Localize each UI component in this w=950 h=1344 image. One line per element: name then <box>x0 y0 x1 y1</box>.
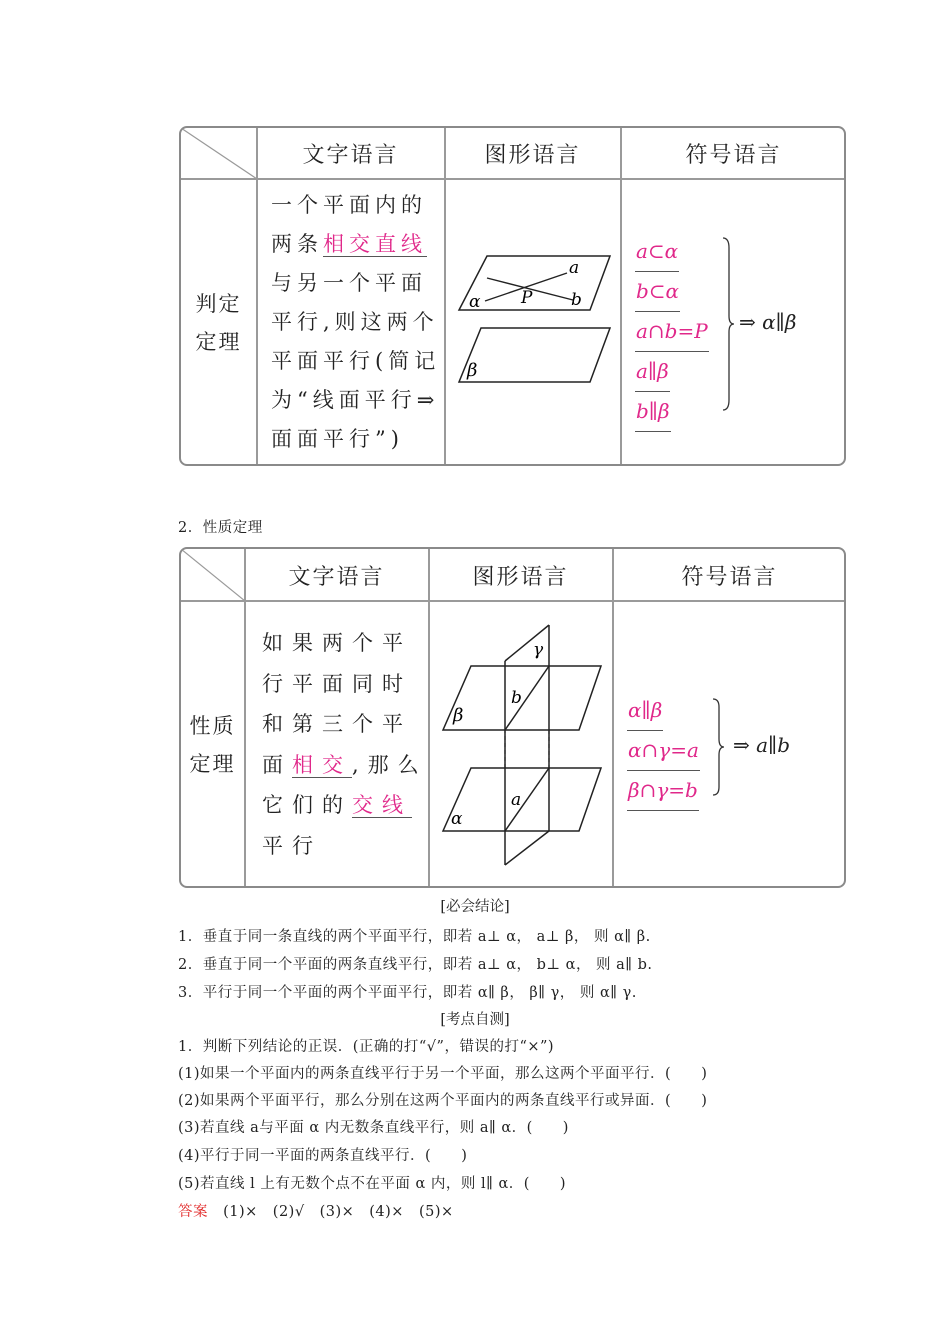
text-line: 平行 <box>262 833 322 858</box>
label-beta: β <box>453 705 464 726</box>
label-b: b <box>571 290 582 310</box>
row-label-line2: 定理 <box>195 329 242 354</box>
must-know-line: 2．垂直于同一个平面的两条直线平行，即若 a⊥ α， b⊥ α， 则 a∥ b. <box>178 957 653 973</box>
answer-text: (1)× (2)√ (3)× (4)× (5)× <box>223 1204 454 1220</box>
header-text-language: 文字语言 <box>302 142 399 168</box>
test-line: (5)若直线 l 上有无数个点不在平面 α 内，则 l∥ α．( ) <box>178 1176 567 1192</box>
test-line: (2)如果两个平面平行，那么分别在这两个平面内的两条直线平行或异面．( ) <box>178 1093 708 1109</box>
answer-label: 答案 <box>178 1204 208 1220</box>
answer-line <box>178 1200 454 1221</box>
symbol-list <box>627 691 700 811</box>
must-know-line: 3．平行于同一个平面的两个平面平行，即若 α∥ β， β∥ γ， 则 α∥ γ. <box>178 985 637 1001</box>
row-label <box>181 601 244 888</box>
text-line: 面面平行”) <box>271 427 404 451</box>
text-line: 行平面同时 <box>262 671 412 696</box>
symbol-item: b∥β <box>635 392 671 432</box>
label-b: b <box>511 688 522 708</box>
text-line: 面相交,那么 <box>262 752 428 777</box>
must-know-line: 1．垂直于同一条直线的两个平面平行，即若 a⊥ α， a⊥ β， 则 α∥ β. <box>178 929 651 945</box>
plane-parallel-figure <box>445 179 620 466</box>
brace <box>721 236 735 412</box>
symbol-item: b⊂α <box>635 272 680 312</box>
blank-answer: 相交 <box>292 752 352 777</box>
text-line: 平行,则这两个 <box>271 310 439 334</box>
label-beta: β <box>467 360 478 381</box>
text-language-content <box>262 623 428 866</box>
test-line: 1．判断下列结论的正误．(正确的打“√”，错误的打“×”) <box>178 1039 555 1055</box>
header-symbol-language: 符号语言 <box>681 564 778 590</box>
conclusion: ⇒ a∥b <box>733 733 791 757</box>
row-label <box>181 179 256 466</box>
symbol-item: a∥β <box>635 352 670 392</box>
label-a: a <box>569 258 580 278</box>
row-label-line1: 判定 <box>195 291 242 316</box>
brace <box>711 697 725 797</box>
blank-answer: 相交直线 <box>323 232 427 256</box>
row-label-line2: 定理 <box>189 751 236 776</box>
theorem-table-determination <box>179 126 846 466</box>
header-text-language: 文字语言 <box>288 564 385 590</box>
theorem-table-property <box>179 547 846 888</box>
must-know-title: [必会结论] <box>440 899 510 915</box>
label-a: a <box>511 790 522 810</box>
header-figure-language: 图形语言 <box>484 142 581 168</box>
symbol-item: α∩γ=a <box>627 731 700 771</box>
row-label-line1: 性质 <box>189 713 236 738</box>
symbol-item: β∩γ=b <box>627 771 699 811</box>
text-line: 一个平面内的 <box>271 193 427 217</box>
header-figure-language: 图形语言 <box>472 564 569 590</box>
header-diagonal <box>181 549 245 601</box>
text-line: 平面平行(简记 <box>271 349 441 373</box>
self-test-title: [考点自测] <box>440 1012 510 1028</box>
text-line: 为“线面平行⇒ <box>271 388 440 412</box>
conclusion: ⇒ α∥β <box>739 310 797 334</box>
header-symbol-language: 符号语言 <box>685 142 782 168</box>
label-alpha: α <box>451 809 463 829</box>
text-line: 如果两个平 <box>262 631 412 655</box>
test-line: (3)若直线 a与平面 α 内无数条直线平行，则 a∥ α．( ) <box>178 1120 569 1136</box>
test-line: (4)平行于同一平面的两条直线平行．( ) <box>178 1148 468 1164</box>
text-language-content <box>271 186 440 459</box>
label-alpha: α <box>469 292 481 312</box>
test-line: (1)如果一个平面内的两条直线平行于另一个平面，那么这两个平面平行．( ) <box>178 1066 708 1082</box>
header-diagonal <box>181 128 257 179</box>
label-P: P <box>521 288 533 308</box>
symbol-item: a∩b=P <box>635 312 709 352</box>
text-line: 两条相交直线 <box>271 232 427 256</box>
text-line: 与另一个平面 <box>271 271 427 295</box>
blank-answer: 交线 <box>352 793 412 817</box>
text-line: 它们的交线 <box>262 793 412 817</box>
symbol-list <box>635 232 709 432</box>
label-gamma: γ <box>533 640 544 660</box>
section-title: 2．性质定理 <box>178 520 263 536</box>
symbol-item: α∥β <box>627 691 663 731</box>
text-line: 和第三个平 <box>262 712 412 736</box>
symbol-item: a⊂α <box>635 232 679 272</box>
plane-intersection-figure <box>429 601 612 888</box>
